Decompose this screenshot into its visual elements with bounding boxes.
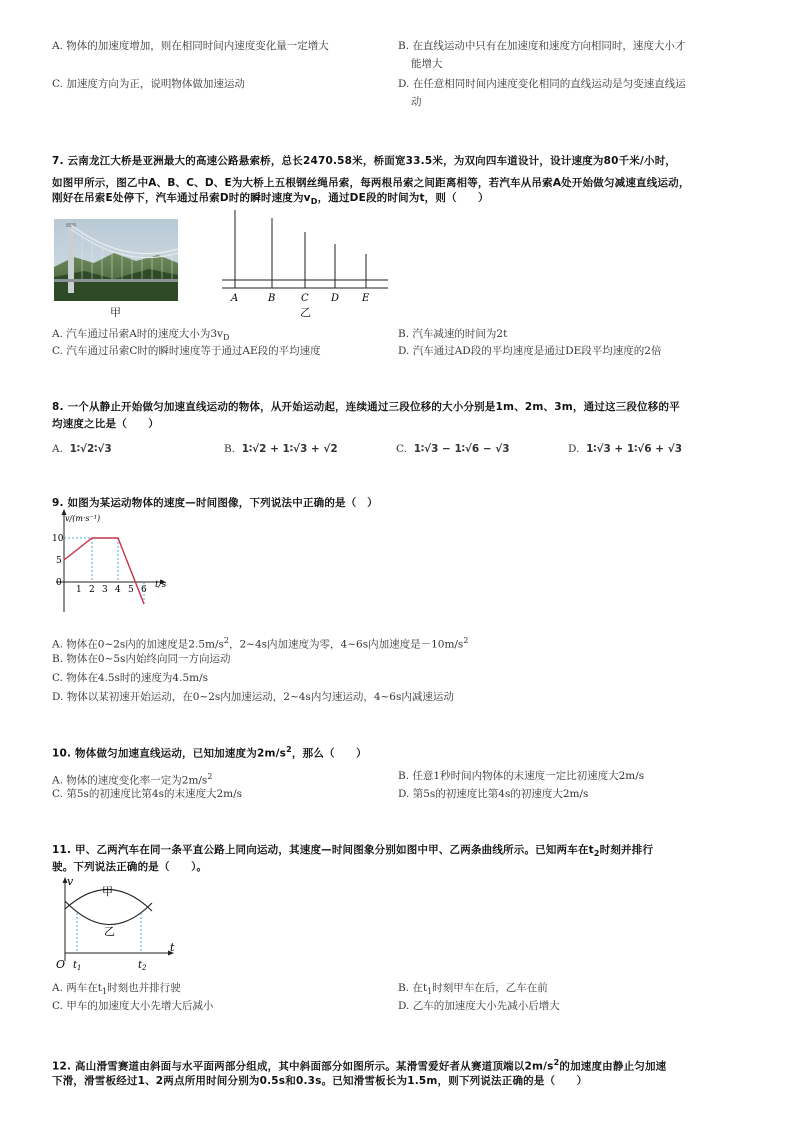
vt-graph bbox=[52, 508, 182, 620]
q7-stem-line2: 如图甲所示，图乙中A、B、C、D、E为大桥上五根钢丝绳吊索，每两根吊索之间距离相等，若汽车从吊索A处开始做匀减速直线运动， bbox=[52, 177, 690, 189]
q8-option-b bbox=[224, 443, 338, 455]
t1-label: $t_1$ bbox=[73, 960, 82, 972]
curve-jia-label: 甲 bbox=[102, 885, 113, 898]
curve-yi-label: 乙 bbox=[104, 925, 115, 938]
q7-stem-tail: ，通过DE段的时间为t，则（ ） bbox=[317, 192, 489, 204]
fig-label-jia: 甲 bbox=[110, 306, 121, 319]
y-axis-label: v/(m·s⁻¹) bbox=[65, 514, 101, 523]
y-tick-5: 5 bbox=[56, 556, 62, 566]
origin-label: O bbox=[56, 958, 66, 971]
q12-stem-text: 12. 高山滑雪赛道由斜面与水平面两部分组成，其中斜面部分如图所示。某滑雪爱好者从赛道顶端以2m/s bbox=[52, 1060, 554, 1073]
q8-option-a bbox=[52, 443, 112, 455]
q7-option-b: B. 汽车减速的时间为2t bbox=[398, 328, 508, 340]
q9-option-a-text: A. 物体在0~2s内的加速度是2.5m/s bbox=[52, 638, 224, 651]
q6-option-a: A. 物体的加速度增加，则在相同时间内速度变化量一定增大 bbox=[52, 40, 329, 52]
q12-stem-tail: 的加速度由静止匀加速 bbox=[559, 1060, 667, 1073]
q6-option-b: B. 在直线运动中只有在加速度和速度方向相同时，速度大小才 bbox=[398, 40, 686, 52]
q11-option-d: D. 乙车的加速度大小先减小后增大 bbox=[398, 1000, 560, 1012]
x-tick-3: 3 bbox=[102, 585, 108, 595]
vt-curves-graph bbox=[52, 873, 182, 973]
q11-option-b-text: B. 在t bbox=[398, 982, 428, 994]
cable-diagram bbox=[220, 210, 390, 305]
q12-stem-sup: 2 bbox=[553, 1058, 560, 1067]
q8-option-b-label: B. bbox=[224, 443, 236, 455]
q9-option-d: D. 物体以某初速开始运动，在0~2s内加速运动，2~4s内匀速运动，4~6s内减速运动 bbox=[52, 691, 454, 703]
cable-label-b: B bbox=[268, 293, 276, 304]
axis-v-label: v bbox=[67, 875, 74, 888]
x-tick-1: 1 bbox=[76, 585, 82, 595]
x-tick-6: 6 bbox=[141, 585, 147, 595]
cable-label-c: C bbox=[301, 293, 309, 304]
q11-option-a-text: A. 两车在t bbox=[52, 982, 102, 994]
q7-option-a-text: A. 汽车通过吊索A时的速度大小为3v bbox=[52, 328, 223, 340]
q8-option-c-label: C. bbox=[396, 443, 407, 455]
q12-stem-line2: 下滑，滑雪板经过1、2两点所用时间分别为0.5s和0.3s。已知滑雪板长为1.5m，则下列说法正确的是（ ） bbox=[52, 1075, 588, 1087]
t2-label: $t_2$ bbox=[138, 960, 147, 972]
q9-option-a-sup2: 2 bbox=[463, 636, 469, 645]
q11-option-b-sub: 1 bbox=[427, 987, 433, 997]
q11-stem-line2: 驶。下列说法正确的是（ ）。 bbox=[52, 861, 208, 873]
q6-option-c: C. 加速度方向为正，说明物体做加速运动 bbox=[52, 78, 245, 90]
q11-stem-tail: 时刻并排行 bbox=[599, 844, 654, 856]
q8-option-d-label: D. bbox=[568, 443, 580, 455]
q8-option-a-value: 1∶√2∶√3 bbox=[69, 443, 112, 455]
q7-stem-text: 刚好在吊索E处停下，汽车通过吊索D时的瞬时速度为v bbox=[52, 192, 311, 204]
x-tick-4: 4 bbox=[115, 585, 121, 595]
q7-stem-sub: D bbox=[310, 197, 318, 207]
q9-option-a-mid: ，2~4s内加速度为零，4~6s内加速度是－10m/s bbox=[228, 638, 464, 651]
x-tick-5: 5 bbox=[128, 585, 134, 595]
q8-option-d bbox=[568, 443, 682, 455]
q6-option-b-cont: 能增大 bbox=[411, 58, 443, 70]
cable-label-a: A bbox=[231, 293, 239, 304]
q6-option-d-cont: 动 bbox=[411, 96, 422, 108]
q11-option-a-sub: 1 bbox=[101, 987, 108, 997]
q10-stem bbox=[52, 739, 367, 765]
q11-stem-sub: 2 bbox=[593, 849, 600, 859]
q10-stem-tail: ，那么（ ） bbox=[291, 747, 367, 760]
q7-option-a-sub: D bbox=[222, 333, 230, 343]
q8-option-c-value: 1∶√3 − 1∶√6 − √3 bbox=[413, 443, 510, 455]
bridge-photo bbox=[54, 219, 178, 301]
q10-option-d: D. 第5s的初速度比第4s的初速度大2m/s bbox=[398, 788, 589, 800]
q11-option-a-tail: 时刻也并排行驶 bbox=[107, 982, 181, 994]
q8-option-c bbox=[396, 443, 510, 455]
q8-stem-line2: 均速度之比是（ ） bbox=[52, 418, 159, 430]
curve-yi bbox=[65, 901, 152, 925]
bridge-photo-image bbox=[54, 219, 178, 301]
q11-option-b-tail: 时刻甲车在后，乙车在前 bbox=[432, 982, 548, 994]
q9-option-b: B. 物体在0~5s内始终向同一方向运动 bbox=[52, 653, 231, 665]
q7-option-c: C. 汽车通过吊索C时的瞬时速度等于通过AE段的平均速度 bbox=[52, 345, 321, 357]
q9-stem: 9. 如图为某运动物体的速度—时间图像，下列说法中正确的是（ ） bbox=[52, 497, 378, 509]
q10-option-b: B. 任意1秒时间内物体的末速度一定比初速度大2m/s bbox=[398, 770, 645, 782]
q8-stem-line1: 8. 一个从静止开始做匀加速直线运动的物体，从开始运动起，连续通过三段位移的大小分别是1m、2m、3m，通过这三段位移的平 bbox=[52, 401, 680, 413]
x-axis-label: t/s bbox=[155, 580, 167, 590]
q8-option-a-label: A. bbox=[52, 443, 63, 455]
axis-t-label: t bbox=[170, 941, 175, 954]
cable-label-e: E bbox=[362, 293, 370, 304]
q10-option-c: C. 第5s的初速度比第4s的末速度大2m/s bbox=[52, 788, 243, 800]
y-tick-10: 10 bbox=[52, 534, 64, 544]
q8-option-b-value: 1∶√2 + 1∶√3 + √2 bbox=[241, 443, 338, 455]
q9-option-c: C. 物体在4.5s时的速度为4.5m/s bbox=[52, 672, 209, 684]
q6-option-d: D. 在任意相同时间内速度变化相同的直线运动是匀变速直线运 bbox=[398, 78, 686, 90]
q10-option-a-sup: 2 bbox=[207, 772, 213, 781]
q7-stem-line1: 7. 云南龙江大桥是亚洲最大的高速公路悬索桥，总长2470.58米，桥面宽33.5米，为双向四车道设计，设计速度为80千米/小时， bbox=[52, 155, 677, 167]
cable-label-d: D bbox=[331, 293, 340, 304]
q10-stem-text: 10. 物体做匀加速直线运动，已知加速度为2m/s bbox=[52, 747, 287, 760]
fig-label-yi: 乙 bbox=[300, 306, 311, 319]
q9-option-a-sup: 2 bbox=[223, 636, 229, 645]
q11-stem-text: 11. 甲、乙两汽车在同一条平直公路上同向运动，其速度—时间图象分别如图中甲、乙两条曲线所示。已知两车在t bbox=[52, 844, 594, 856]
q8-option-d-value: 1∶√3 + 1∶√6 + √3 bbox=[586, 443, 683, 455]
q10-stem-sup: 2 bbox=[286, 745, 292, 754]
q10-option-a-text: A. 物体的速度变化率一定为2m/s bbox=[52, 774, 208, 787]
y-tick-0: 0 bbox=[56, 578, 62, 588]
q11-option-c: C. 甲车的加速度大小先增大后减小 bbox=[52, 1000, 214, 1012]
x-tick-2: 2 bbox=[89, 585, 95, 595]
q7-option-d: D. 汽车通过AD段的平均速度是通过DE段平均速度的2倍 bbox=[398, 345, 662, 357]
